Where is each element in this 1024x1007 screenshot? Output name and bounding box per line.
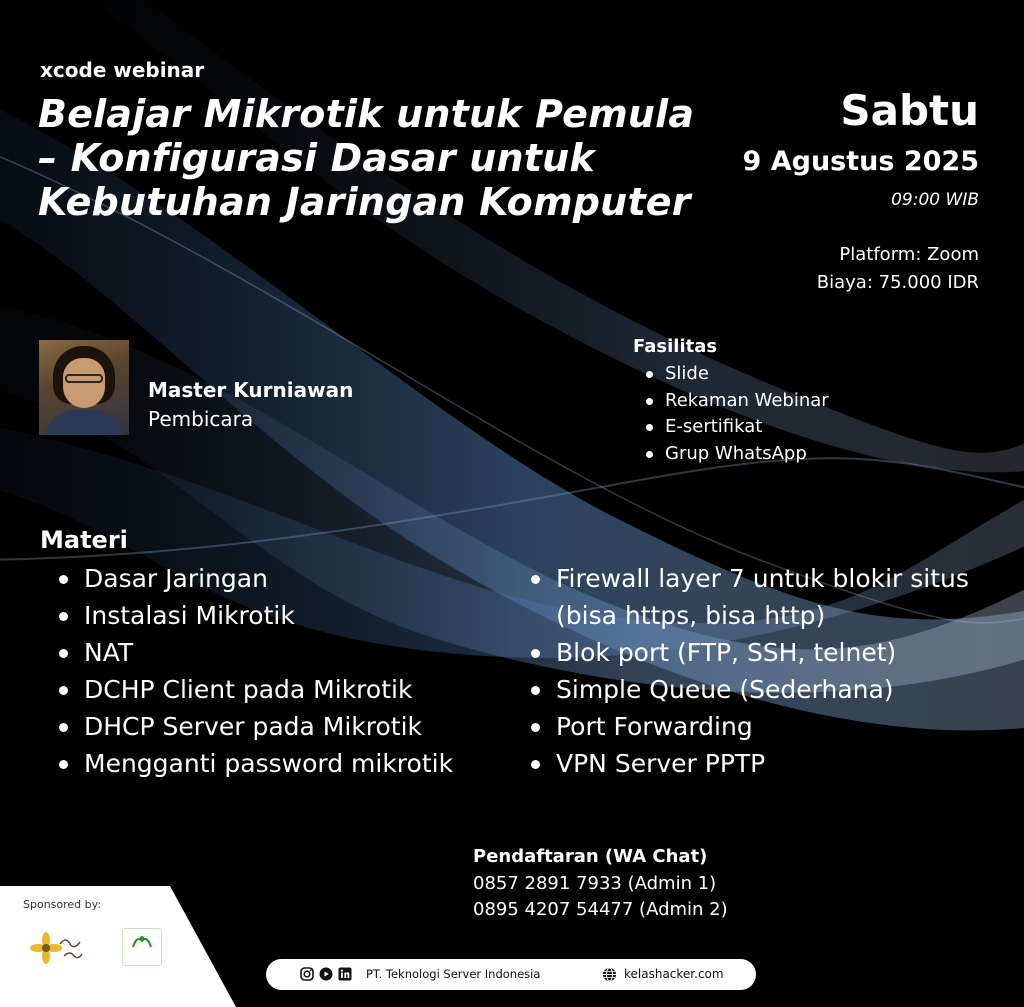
- sponsor-label: Sponsored by:: [23, 898, 102, 911]
- event-date: 9 Agustus 2025: [742, 146, 979, 177]
- facility-item: Slide: [642, 361, 829, 388]
- materials-list-left: [55, 560, 515, 782]
- registration-contact-1[interactable]: 0857 2891 7933 (Admin 1): [473, 873, 717, 894]
- youtube-icon[interactable]: [319, 967, 333, 981]
- event-day: Sabtu: [840, 86, 979, 135]
- material-item: DHCP Server pada Mikrotik: [55, 708, 515, 745]
- materials-list-right: [527, 560, 997, 782]
- footer-bar: [266, 959, 756, 990]
- website-link[interactable]: kelashacker.com: [624, 967, 724, 981]
- material-item: Instalasi Mikrotik: [55, 597, 515, 634]
- registration-contact-2[interactable]: 0895 4207 54477 (Admin 2): [473, 899, 728, 920]
- globe-icon: [602, 967, 617, 982]
- speaker-name: Master Kurniawan: [148, 378, 354, 402]
- speaker-avatar: [39, 340, 129, 435]
- registration-title: Pendaftaran (WA Chat): [473, 846, 708, 867]
- material-item: Mengganti password mikrotik: [55, 745, 515, 782]
- event-fee: Biaya: 75.000 IDR: [816, 272, 979, 293]
- material-item: Port Forwarding: [527, 708, 997, 745]
- material-item: DCHP Client pada Mikrotik: [55, 671, 515, 708]
- material-item: VPN Server PPTP: [527, 745, 997, 782]
- linkedin-icon[interactable]: [338, 967, 352, 981]
- materials-title: Materi: [40, 526, 128, 554]
- material-item: NAT: [55, 634, 515, 671]
- material-item: Blok port (FTP, SSH, telnet): [527, 634, 997, 671]
- material-item: Firewall layer 7 untuk blokir situs (bisa https, bisa http): [527, 560, 997, 634]
- facilities-title: Fasilitas: [633, 336, 718, 357]
- facility-item: Grup WhatsApp: [642, 441, 829, 468]
- company-name: PT. Teknologi Server Indonesia: [366, 967, 541, 981]
- material-item: Simple Queue (Sederhana): [527, 671, 997, 708]
- facilities-list: [642, 361, 829, 467]
- brand-name: xcode webinar: [40, 58, 205, 82]
- instagram-icon[interactable]: [300, 967, 314, 981]
- facility-item: E-sertifikat: [642, 414, 829, 441]
- green-sponsor-logo: [122, 928, 162, 966]
- event-platform: Platform: Zoom: [839, 244, 979, 265]
- material-item: Dasar Jaringan: [55, 560, 515, 597]
- bloomin-nails-logo: [30, 930, 100, 970]
- event-time: 09:00 WIB: [891, 190, 979, 210]
- speaker-role: Pembicara: [148, 407, 254, 431]
- webinar-title: Belajar Mikrotik untuk Pemula – Konfigurasi Dasar untuk Kebutuhan Jaringan Komputer: [38, 92, 695, 224]
- facility-item: Rekaman Webinar: [642, 388, 829, 415]
